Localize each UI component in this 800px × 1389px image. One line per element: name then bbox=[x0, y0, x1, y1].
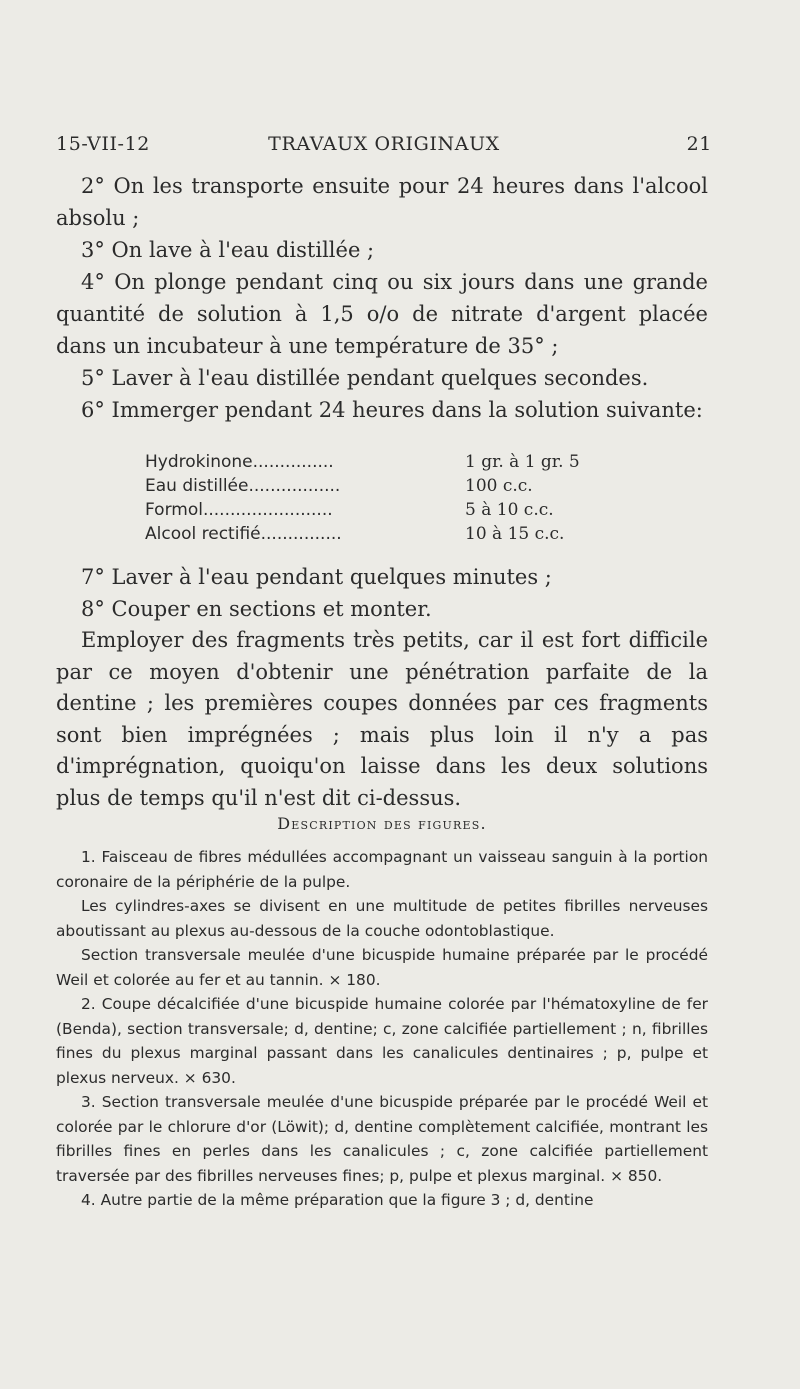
procedure-steps-bottom bbox=[56, 562, 708, 814]
ingredient-quantity: 1 gr. à 1 gr. 5 bbox=[465, 452, 580, 472]
step-3: 3° On lave à l'eau distillée ; bbox=[81, 238, 375, 262]
page-number: 21 bbox=[686, 133, 712, 155]
step-8: 8° Couper en sections et monter. bbox=[81, 596, 432, 621]
figure-3-caption: 3. Section transversale meulée d'une bicuspide préparée par le procédé Weil et colorée par le chlorure d'or (Löwit); d, dentine complètement calcifiée, montrant les fibrilles fines en perles dans les canalicules ; c, zone calcifiée partiellement traversée par des fibrilles nerveuses fines; p, pulpe et plexus marginal. × 850. bbox=[56, 1093, 708, 1185]
step-4: 4° On plonge pendant cinq ou six jours dans une grande quantité de solution à 1,5 o/o de nitrate d'argent placée dans un incubateur à une température de 35° ; bbox=[56, 270, 708, 358]
ingredient-name: Hydrokinone............... bbox=[145, 452, 334, 472]
recipe-row bbox=[145, 498, 615, 522]
ingredient-quantity: 100 c.c. bbox=[465, 476, 533, 496]
figure-4-caption: 4. Autre partie de la même préparation que la figure 3 ; d, dentine bbox=[81, 1191, 594, 1209]
method-note-paragraph: Employer des fragments très petits, car il est fort difficile par ce moyen d'obtenir une pénétration parfaite de la dentine ; les premières coupes données par ces fragments sont bien imprégnées ; mais plus loin il n'y a pas d'imprégnation, quoiqu'on laisse dans les deux solutions plus de temps qu'il n'est dit ci-dessus. bbox=[56, 628, 708, 810]
running-header bbox=[56, 133, 712, 159]
recipe-row bbox=[145, 474, 615, 498]
step-5: 5° Laver à l'eau distillée pendant quelques secondes. bbox=[81, 366, 649, 390]
figure-descriptions bbox=[56, 845, 708, 1213]
recipe-table bbox=[145, 450, 615, 546]
figure-1-detail: Les cylindres-axes se divisent en une multitude de petites fibrilles nerveuses aboutissant au plexus au-dessous de la couche odontoblastique. bbox=[56, 897, 708, 940]
step-7: 7° Laver à l'eau pendant quelques minutes ; bbox=[81, 565, 552, 589]
figure-1-caption: 1. Faisceau de fibres médullées accompagnant un vaisseau sanguin à la portion coronaire de la périphérie de la pulpe. bbox=[56, 848, 708, 891]
ingredient-name: Eau distillée................. bbox=[145, 476, 341, 496]
procedure-steps-top bbox=[56, 170, 708, 426]
figure-2-caption: 2. Coupe décalcifiée d'une bicuspide humaine colorée par l'hématoxyline de fer (Benda), section transversale; d, dentine; c, zone calcifiée partiellement ; n, fibrilles fines du plexus marginal passant dans les canalicules dentinaires ; p, pulpe et plexus nerveux. × 630. bbox=[56, 995, 708, 1087]
step-6: 6° Immerger pendant 24 heures dans la solution suivante: bbox=[81, 398, 703, 422]
ingredient-name: Alcool rectifié............... bbox=[145, 524, 342, 544]
recipe-row bbox=[145, 522, 615, 546]
section-heading: Description des figures. bbox=[277, 814, 487, 833]
ingredient-quantity: 5 à 10 c.c. bbox=[465, 500, 554, 520]
header-section: TRAVAUX ORIGINAUX bbox=[268, 133, 500, 155]
figure-1-method: Section transversale meulée d'une bicuspide humaine préparée par le procédé Weil et colorée au fer et au tannin. × 180. bbox=[56, 946, 708, 989]
ingredient-quantity: 10 à 15 c.c. bbox=[465, 524, 565, 544]
header-date: 15-VII-12 bbox=[56, 133, 150, 155]
recipe-row bbox=[145, 450, 615, 474]
ingredient-name: Formol........................ bbox=[145, 500, 333, 520]
step-2: 2° On les transporte ensuite pour 24 heures dans l'alcool absolu ; bbox=[56, 174, 708, 230]
